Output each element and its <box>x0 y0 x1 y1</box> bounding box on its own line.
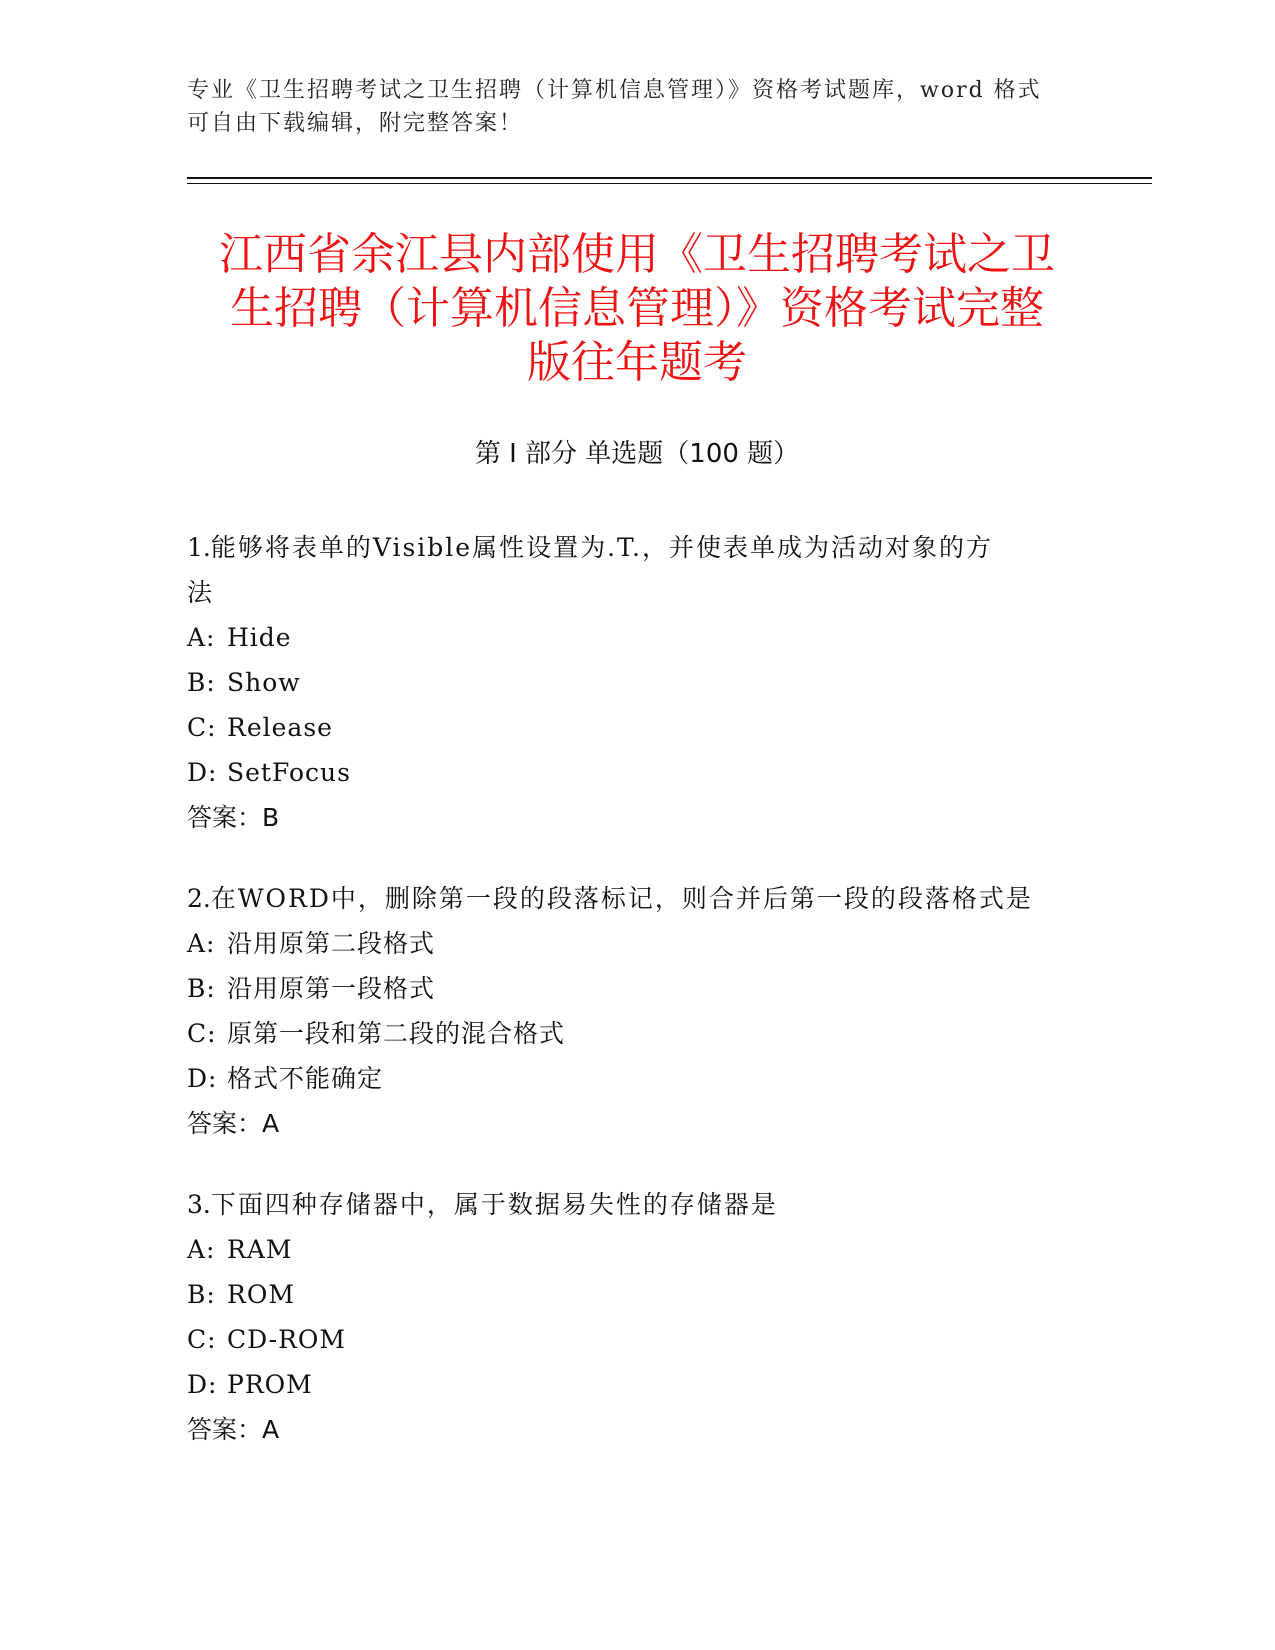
question-text <box>187 525 1087 570</box>
option-letter: C: <box>187 713 217 742</box>
option-text: Release <box>227 713 333 742</box>
option-a <box>187 921 1087 966</box>
question-text-line-1: 能够将表单的Visible属性设置为.T.，并使表单成为活动对象的方 <box>210 533 993 562</box>
section-title: 第 I 部分 单选题（100 题） <box>474 439 800 469</box>
option-d <box>187 1056 1087 1101</box>
option-text: RAM <box>227 1235 293 1264</box>
option-text: Show <box>227 668 301 697</box>
option-d <box>187 750 1087 795</box>
option-text: Hide <box>227 623 292 652</box>
option-letter: A: <box>187 929 216 958</box>
header-rule-thin <box>187 183 1152 184</box>
option-letter: B: <box>187 974 216 1003</box>
option-c <box>187 705 1087 750</box>
option-b <box>187 966 1087 1011</box>
answer: 答案：A <box>187 1109 280 1138</box>
option-text: 原第一段和第二段的混合格式 <box>227 1019 566 1048</box>
option-d <box>187 1362 1087 1407</box>
question-number: 3. <box>187 1190 211 1219</box>
option-text: 沿用原第一段格式 <box>227 974 436 1003</box>
header-rule-thick <box>187 177 1152 179</box>
document-title <box>187 228 1087 390</box>
answer: 答案：A <box>187 1415 280 1444</box>
option-c <box>187 1011 1087 1056</box>
option-text: CD-ROM <box>227 1325 347 1354</box>
option-text: PROM <box>227 1370 313 1399</box>
question-text <box>187 876 1087 921</box>
question-3 <box>187 1182 1087 1452</box>
option-letter: D: <box>187 758 218 787</box>
question-number: 2. <box>187 884 211 913</box>
option-letter: A: <box>187 1235 216 1264</box>
option-letter: B: <box>187 1280 216 1309</box>
option-c <box>187 1317 1087 1362</box>
option-letter: C: <box>187 1019 217 1048</box>
option-letter: B: <box>187 668 216 697</box>
option-text: SetFocus <box>227 758 351 787</box>
header-note-line-2: 可自由下载编辑，附完整答案！ <box>187 111 524 136</box>
option-text: 沿用原第二段格式 <box>227 929 436 958</box>
header-note-line-1: 专业《卫生招聘考试之卫生招聘（计算机信息管理）》资格考试题库，word 格式 <box>187 78 1042 103</box>
option-letter: D: <box>187 1064 218 1093</box>
question-list <box>187 525 1087 1488</box>
question-number: 1. <box>187 533 211 562</box>
option-letter: C: <box>187 1325 217 1354</box>
document-title-line-1: 江西省余江县内部使用《卫生招聘考试之卫 <box>219 229 1055 280</box>
header-note <box>187 74 1087 140</box>
document-title-line-3: 版往年题考 <box>527 337 747 388</box>
question-text-line-1: 在WORD中，删除第一段的段落标记，则合并后第一段的段落格式是 <box>210 884 1033 913</box>
option-a <box>187 615 1087 660</box>
option-letter: A: <box>187 623 216 652</box>
question-text-line-1: 下面四种存储器中，属于数据易失性的存储器是 <box>210 1190 778 1219</box>
document-title-line-2: 生招聘（计算机信息管理）》资格考试完整 <box>230 283 1044 334</box>
option-letter: D: <box>187 1370 218 1399</box>
question-1 <box>187 525 1087 840</box>
answer: 答案：B <box>187 803 280 832</box>
option-a <box>187 1227 1087 1272</box>
question-2 <box>187 876 1087 1146</box>
option-b <box>187 660 1087 705</box>
question-text-line-2: 法 <box>187 578 215 607</box>
option-text: 格式不能确定 <box>227 1064 384 1093</box>
question-text <box>187 1182 1087 1227</box>
option-text: ROM <box>227 1280 295 1309</box>
option-b <box>187 1272 1087 1317</box>
